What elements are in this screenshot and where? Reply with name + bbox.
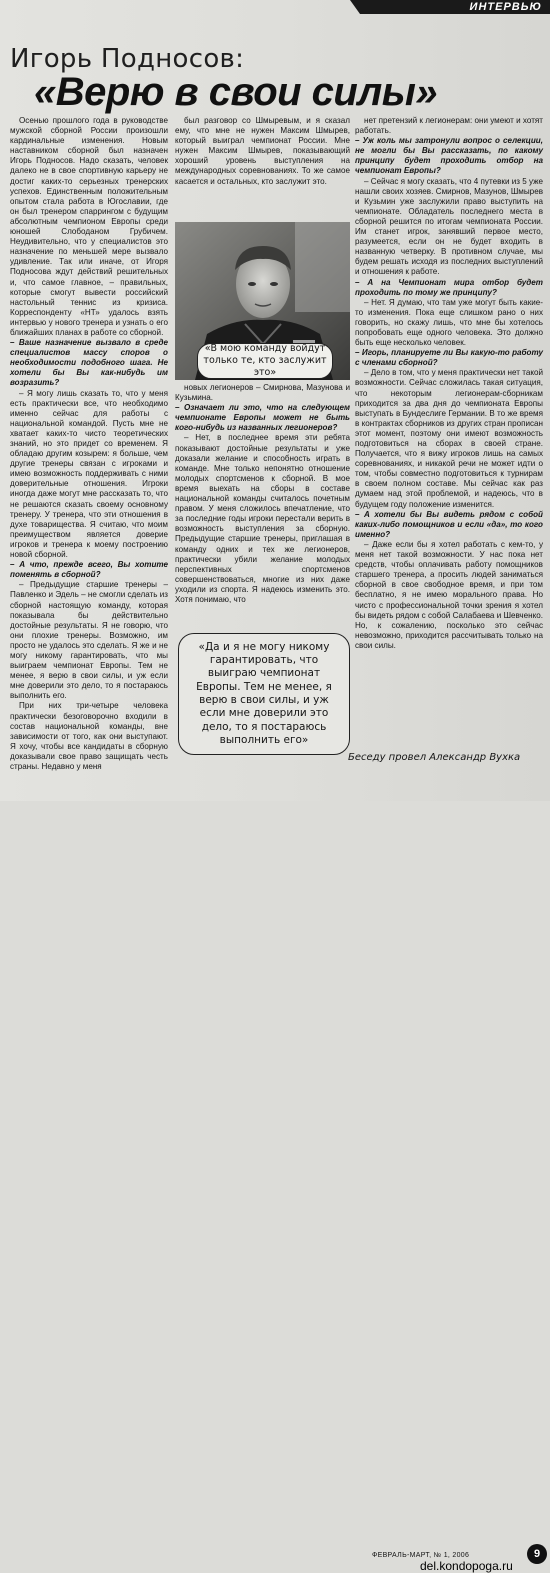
paragraph: – Предыдущие старшие тренеры – Павленко и Эдель – не смогли сделать из сборной настоящую команду, которая показывала бы действительно достойные результаты. Я не говорю, что они плохие тренеры. Возможно, им просто не удалось это сделать. Я же и не могу никому гарантировать, что мы выиграем чемпионат Европы. Тем не менее, я верю в свои силы, и уж если мне доверили это дело, то я постараюсь выполнить его.	[10, 580, 168, 701]
watermark-url: del.kondopoga.ru	[420, 1559, 513, 1573]
interviewee-name: Игорь Подносов:	[10, 44, 245, 74]
paragraph: – Я могу лишь сказать то, что у меня есть практически все, что необходимо именно сейчас для работы с национальной командой. Пусть мне не хватает каких-то чисто теоретических знаний, но это придет со временем. Я обладаю другим козырем: я больше, чем другие тренеры связан с игроками и имею возможность поддерживать с ними доверительные отношения. Игроки иногда даже могут мне рассказать то, что не решаются сказать своему основному тренеру. У тренера, что эти отношения в духе товарищества. Я считаю, что моим преимуществом является доверие игроков и тренера к моему построению новой сборной.	[10, 388, 168, 560]
pull-quote: «Да и я не могу никому гарантировать, что выиграю чемпионат Европы. Тем не менее, я верю в свои силы, и уж если мне доверили это дело, то я постараюсь выполнить его»	[178, 633, 350, 755]
column-1	[10, 116, 168, 771]
page-number: 9	[527, 1544, 547, 1564]
page-footer	[0, 772, 550, 1573]
interview-question: – А на Чемпионат мира отбор будет проходить по тому же принципу?	[355, 277, 543, 297]
interview-question: – Игорь, планируете ли Вы какую-то работу с членами сборной?	[355, 348, 543, 368]
photo-caption: «В мою команду войдут только те, кто заслужит это»	[197, 343, 333, 379]
paragraph: был разговор со Шмыревым, и я сказал ему, что мне не нужен Максим Шмырев, который выиграл чемпионат России. Мне нужен Максим Шмырев, показывающий хороший уровень выступления на международных соревнованиях. То же самое касается и остальных, кто заслужит это.	[175, 116, 350, 186]
column-2-bottom	[175, 383, 350, 629]
top-bar	[0, 0, 550, 14]
interview-question: – Означает ли это, что на следующем чемпионате Европы может не быть кого-нибудь из названных легионеров?	[175, 403, 350, 433]
paragraph: – Нет. Я думаю, что там уже могут быть какие-то изменения. Пока еще слишком рано о них говорить, но скажу лишь, что мне бы хотелось попробовать еще одного человека. Это должно быть еще несколько человек.	[355, 297, 543, 348]
paragraph: нет претензий к легионерам: они умеют и хотят работать.	[355, 116, 543, 136]
interview-question: – Ваше назначение вызвало в среде специалистов массу споров о необходимости подобного шага. Не хотели бы Вы как-нибудь им возразить?	[10, 338, 168, 388]
headline: «Верю в свои силы»	[34, 70, 438, 114]
paragraph: – Дело в том, что у меня практически нет такой возможности. Сейчас сложилась такая ситуация, что некоторым легионерам-сборникам приходится за два дня до чемпионата Европы выступать в Бундеслиге Германии. В то же время в контрактах сборников из других стран прописан этот момент, поэтому они имеют возможность подготовиться на сборах в своей стране. Получается, что я вижу игроков лишь на самых соревнованиях, и никакой речи не может идти о том, чтобы совместно подготовиться к турнирам в своем полном составе. Мы сейчас как раз думаем над этой проблемой, и надеюсь, что в будущем году положение изменится.	[355, 368, 543, 509]
paragraph: – Сейчас я могу сказать, что 4 путевки из 5 уже нашли своих хозяев. Смирнов, Мазунов, Шмырев и Кузьмин уже заслужили право выступить на чемпионате. Обладатель последнего места в сборной решится по итогам чемпионата России. Им станет игрок, занявший первое место, разумеется, если он не будет входить в названную четверку. В противном случае, мы будем решать исходя из последних выступлений и отношения к работе.	[355, 176, 543, 277]
paragraph: новых легионеров – Смирнова, Мазунова и Кузьмина.	[175, 383, 350, 403]
paragraph: – Даже если бы я хотел работать с кем-то, у меня нет такой возможности. У нас пока нет средств, чтобы оплачивать работу помощников старшего тренера, а просить людей заниматься сборной в свое свободное время, и при том бесплатно, я не имею морального права. Но чисто с профессиональной точки зрения я хотел бы видеть рядом с собой Салабаева и Шевченко. Но, к сожалению, посколько это сейчас невозможно, приходится рассчитывать только на свои силы.	[355, 539, 543, 650]
column-3	[355, 116, 543, 744]
paragraph: Осенью прошлого года в руководстве мужской сборной России произошли кардинальные изменения. Новым наставником сборной был назначен Игорь Подносов. Надо сказать, человек далеко не в свое спортивную карьеру не достиг каких-то серьезных тренерских успехов. Единственным положительным опытом стала работа в Югославии, где он был тренером спаррингом с будущим абсолютным чемпионом Европы среди юношей Слободаном Грубичем. Неудивительно, что у специалистов это назначение по меньшей мере вызвало удивление. Так или иначе, от Игоря Подносова ждут действий решительных и, что самое главное, – правильных, которые смогут вывести российский настольный теннис из кризиса. Корреспонденту «НТ» удалось взять интервью у нового тренера и узнать о его ближайших планах в работе со сборной.	[10, 116, 168, 337]
issue-info: ФЕВРАЛЬ-МАРТ, № 1, 2006	[372, 1552, 470, 1559]
paragraph: При них три-четыре человека практически безоговорочно входили в состав национальной команды, вне зависимости от того, как они выступают. Я хочу, чтобы все кандидаты в сборную доказывали свое право защищать честь страны. Недавно у меня	[10, 701, 168, 771]
author-credit: Беседу провел Александр Вухка	[348, 752, 521, 763]
section-tab-edge	[350, 0, 360, 14]
column-2-top	[175, 116, 350, 220]
section-label: ИНТЕРВЬЮ	[360, 0, 550, 14]
interview-question: – Уж коль мы затронули вопрос о селекции, не могли бы Вы рассказать, по какому принципу будет проходить отбор на чемпионат Европы?	[355, 136, 543, 176]
interview-question: – А что, прежде всего, Вы хотите поменять в сборной?	[10, 560, 168, 580]
interview-question: – А хотели бы Вы видеть рядом с собой каких-либо помощников и если «да», то кого именно?	[355, 509, 543, 539]
paragraph: – Нет, в последнее время эти ребята показывают достойные результаты и уже доказали желание и способность играть в команде. Мне только непонятно отношение молодых спортсменов к сборной. В мое время выехать на сборы в составе национальной команды считалось почетным правом. У меня сложилось впечатление, что за последние годы игроки перестали верить в возможность выступления за сборную. Предыдущие старшие тренеры, приглашая в команду одних и тех же легионеров, практически убили желание молодых перспективных спортсменов совершенствоваться, многие из них даже уходили из спорта. Я надеюсь изменить это. Хотя понимаю, что	[175, 433, 350, 604]
